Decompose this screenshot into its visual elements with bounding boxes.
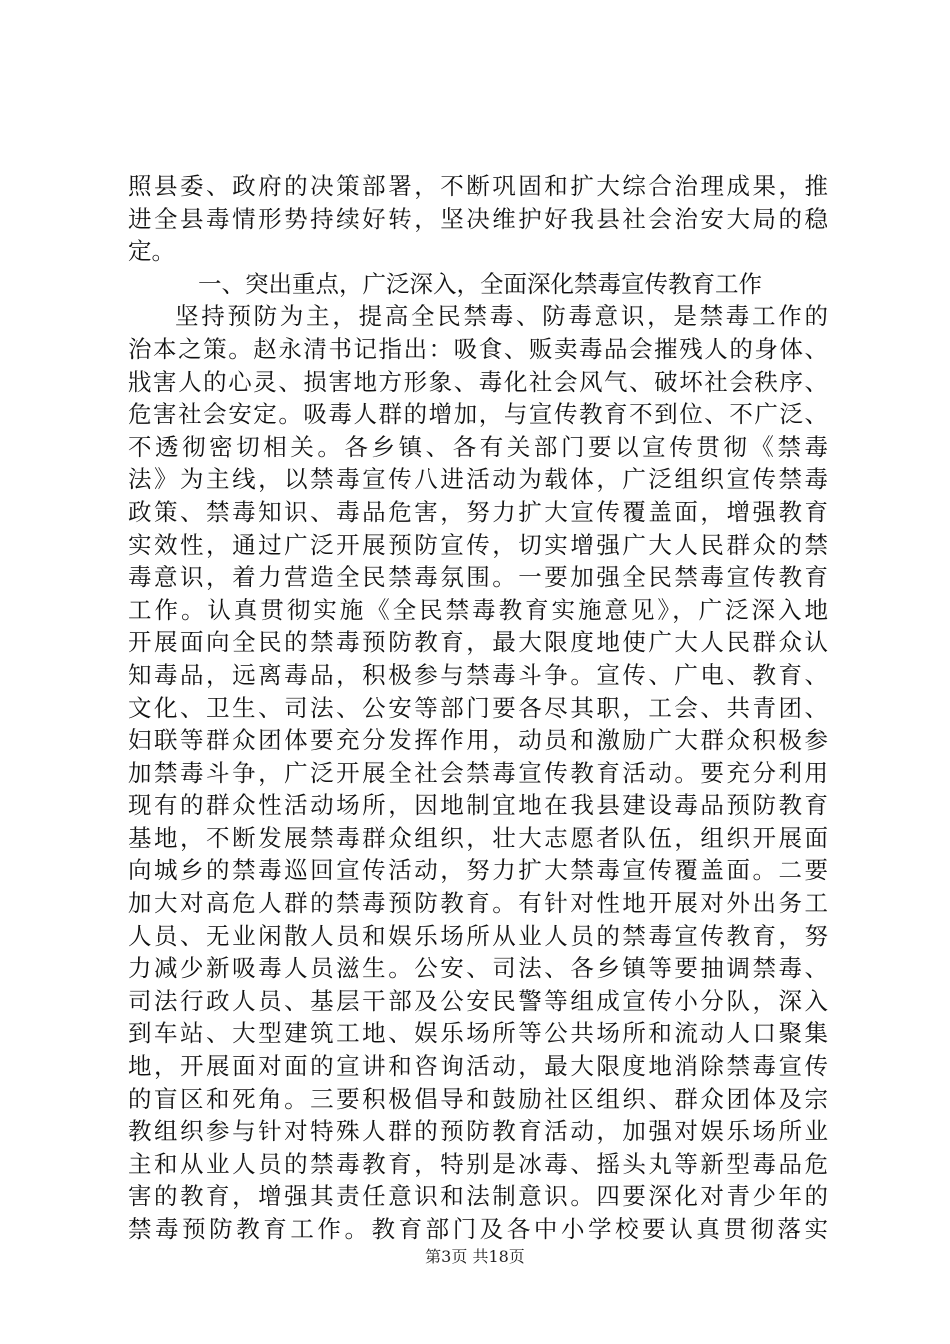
text-line: 工作。认真贯彻实施《全民禁毒教育实施意见》，广泛深入地: [128, 595, 828, 624]
text-line: 害的教育，增强其责任意识和法制意识。四要深化对青少年的: [128, 1182, 828, 1211]
text-line: 教组织参与针对特殊人群的预防教育活动，加强对娱乐场所业: [128, 1117, 828, 1146]
text-line: 开展面向全民的禁毒预防教育，最大限度地使广大人民群众认: [128, 628, 828, 657]
section-heading: 一、突出重点，广泛深入，全面深化禁毒宣传教育工作: [198, 269, 762, 298]
text-line: 知毒品，远离毒品，积极参与禁毒斗争。宣传、广电、教育、: [128, 660, 828, 689]
text-line: 主和从业人员的禁毒教育，特别是冰毒、摇头丸等新型毒品危: [128, 1149, 828, 1178]
text-line: 实效性，通过广泛开展预防宣传，切实增强广大人民群众的禁: [128, 530, 828, 559]
paragraph-first-line: 坚持预防为主，提高全民禁毒、防毒意识，是禁毒工作的: [175, 302, 828, 331]
document-body: [128, 170, 828, 1246]
text-line: 加禁毒斗争，广泛开展全社会禁毒宣传教育活动。要充分利用: [128, 758, 828, 787]
text-line: 危害社会安定。吸毒人群的增加，与宣传教育不到位、不广泛、: [128, 400, 828, 429]
text-line: 到车站、大型建筑工地、娱乐场所等公共场所和流动人口聚集: [128, 1019, 828, 1048]
text-line: 向城乡的禁毒巡回宣传活动，努力扩大禁毒宣传覆盖面。二要: [128, 856, 828, 885]
text-line: 毒意识，着力营造全民禁毒氛围。一要加强全民禁毒宣传教育: [128, 563, 828, 592]
text-line: 治本之策。赵永清书记指出：吸食、贩卖毒品会摧残人的身体、: [128, 334, 828, 363]
text-line: 妇联等群众团体要充分发挥作用，动员和激励广大群众积极参: [128, 726, 828, 755]
text-line: 不透彻密切相关。各乡镇、各有关部门要以宣传贯彻《禁毒: [128, 432, 828, 461]
text-line: 力减少新吸毒人员滋生。公安、司法、各乡镇等要抽调禁毒、: [128, 954, 828, 983]
text-line: 戕害人的心灵、损害地方形象、毒化社会风气、破坏社会秩序、: [128, 367, 828, 396]
text-line: 文化、卫生、司法、公安等部门要各尽其职，工会、共青团、: [128, 693, 828, 722]
text-line: 法》为主线，以禁毒宣传八进活动为载体，广泛组织宣传禁毒: [128, 465, 828, 494]
text-line: 照县委、政府的决策部署，不断巩固和扩大综合治理成果，推: [128, 172, 828, 200]
text-line: 政策、禁毒知识、毒品危害，努力扩大宣传覆盖面，增强教育: [128, 497, 828, 526]
text-line: 人员、无业闲散人员和娱乐场所从业人员的禁毒宣传教育，努: [128, 921, 828, 950]
text-line: 进全县毒情形势持续好转，坚决维护好我县社会治安大局的稳: [128, 204, 828, 233]
text-line: 定。: [128, 237, 175, 266]
text-line: 现有的群众性活动场所，因地制宜地在我县建设毒品预防教育: [128, 791, 828, 820]
text-line: 地，开展面对面的宣讲和咨询活动，最大限度地消除禁毒宣传: [128, 1052, 828, 1081]
text-line: 禁毒预防教育工作。教育部门及各中小学校要认真贯彻落实: [128, 1215, 828, 1243]
page-number-footer: 第3页 共18页: [425, 1247, 525, 1266]
text-line: 加大对高危人群的禁毒预防教育。有针对性地开展对外出务工: [128, 889, 828, 918]
text-line: 的盲区和死角。三要积极倡导和鼓励社区组织、群众团体及宗: [128, 1084, 828, 1113]
text-line: 司法行政人员、基层干部及公安民警等组成宣传小分队，深入: [128, 986, 828, 1015]
text-line: 基地，不断发展禁毒群众组织，壮大志愿者队伍，组织开展面: [128, 823, 828, 852]
